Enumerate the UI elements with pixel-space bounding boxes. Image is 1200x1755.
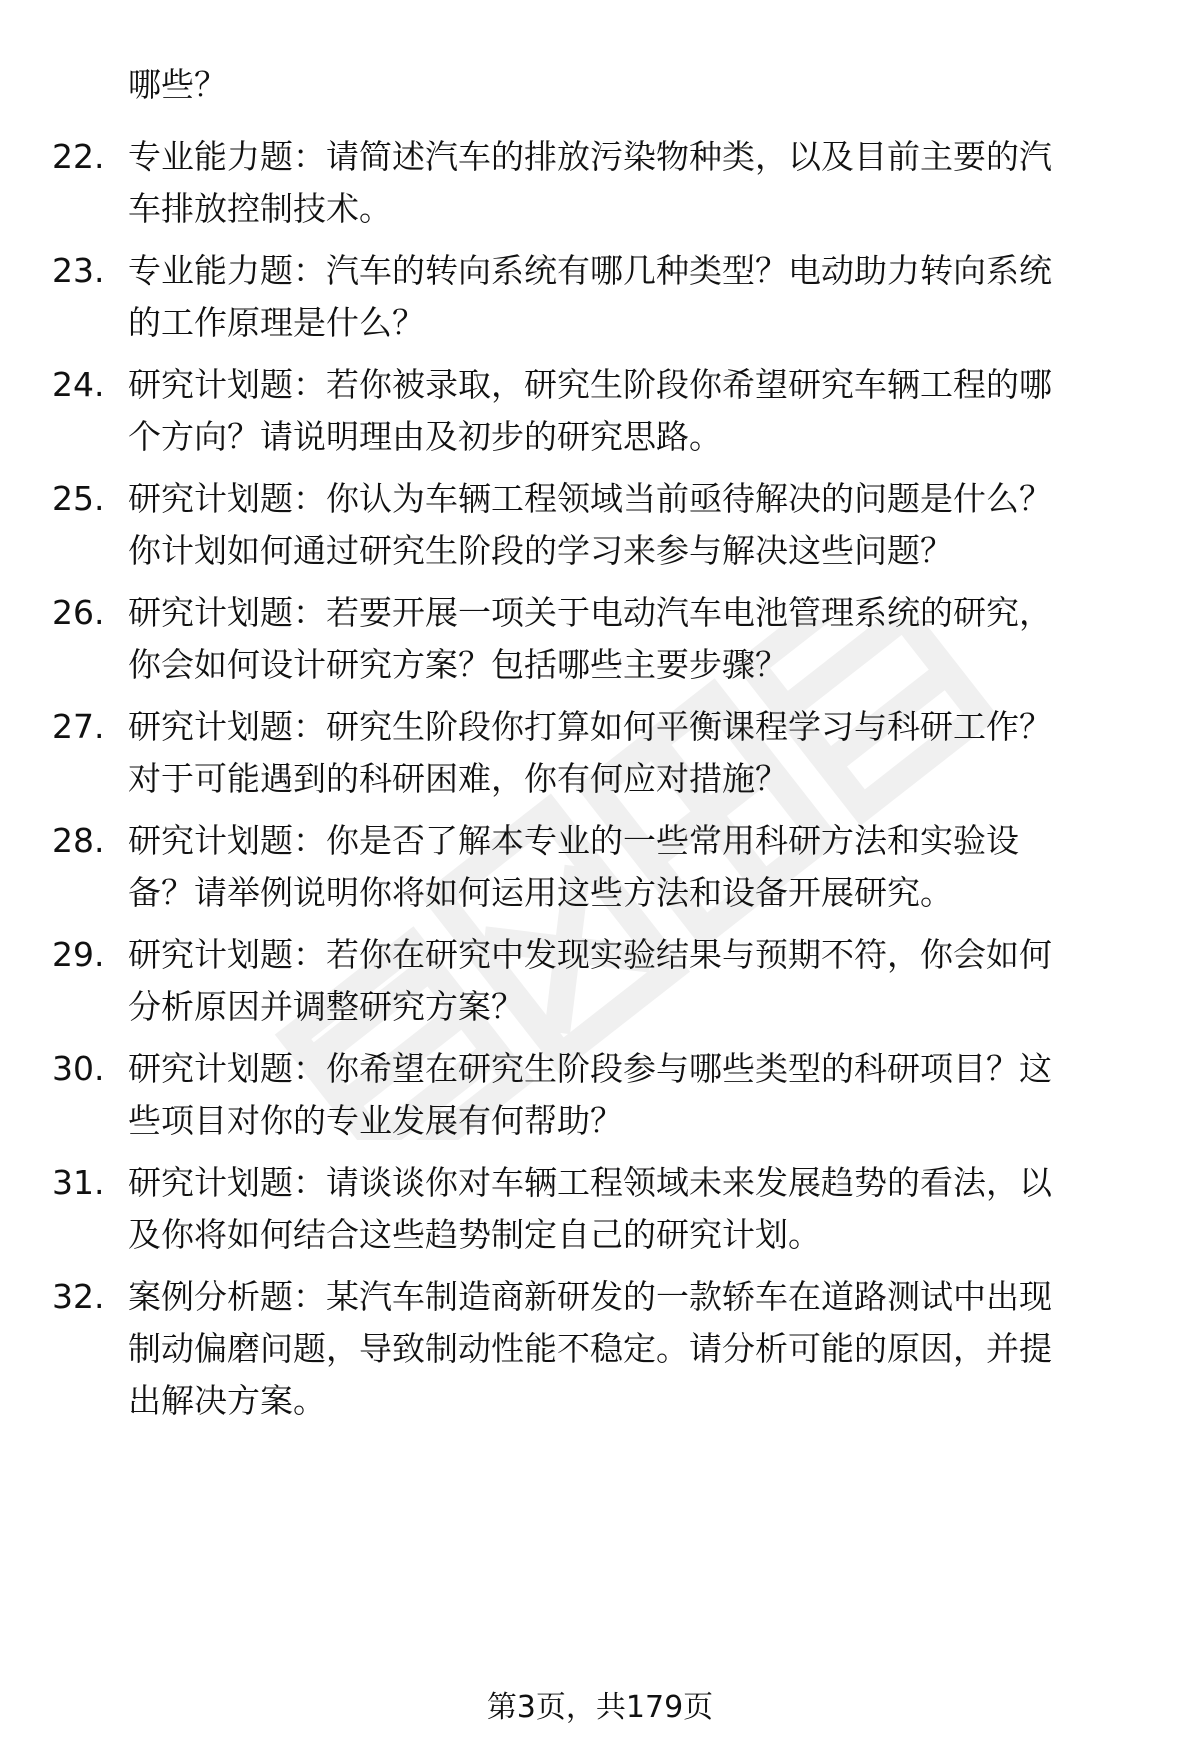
- question-text-line: 个方向？请说明理由及初步的研究思路。: [128, 417, 722, 456]
- question-text-line: 研究计划题：请谈谈你对车辆工程领域未来发展趋势的看法，以: [128, 1163, 1052, 1202]
- question-number: 31.: [52, 1163, 105, 1202]
- question-text-line: 分析原因并调整研究方案？: [128, 987, 524, 1026]
- page-number-footer: 第3页，共179页: [486, 1690, 714, 1725]
- question-text-line: 备？请举例说明你将如何运用这些方法和设备开展研究。: [128, 873, 953, 912]
- question-item: [0, 702, 1200, 804]
- continued-question-text: 哪些？: [128, 65, 227, 104]
- question-text-line: 出解决方案。: [128, 1381, 326, 1420]
- question-text-line: 些项目对你的专业发展有何帮助？: [128, 1101, 623, 1140]
- question-number: 32.: [52, 1277, 105, 1316]
- question-number: 22.: [52, 137, 105, 176]
- question-item: [0, 1158, 1200, 1260]
- question-item: [0, 588, 1200, 690]
- question-text-line: 车排放控制技术。: [128, 189, 392, 228]
- question-text-line: 研究计划题：你希望在研究生阶段参与哪些类型的科研项目？这: [128, 1049, 1052, 1088]
- question-number: 26.: [52, 593, 105, 632]
- question-text-line: 专业能力题：请简述汽车的排放污染物种类，以及目前主要的汽: [128, 137, 1052, 176]
- question-text-line: 及你将如何结合这些趋势制定自己的研究计划。: [128, 1215, 821, 1254]
- question-number: 28.: [52, 821, 105, 860]
- question-number: 30.: [52, 1049, 105, 1088]
- question-text-line: 专业能力题：汽车的转向系统有哪几种类型？电动助力转向系统: [128, 251, 1052, 290]
- question-item: [0, 1044, 1200, 1146]
- question-text-line: 研究计划题：你认为车辆工程领域当前亟待解决的问题是什么？: [128, 479, 1052, 518]
- question-text-line: 的工作原理是什么？: [128, 303, 425, 342]
- question-number: 25.: [52, 479, 105, 518]
- question-text-line: 研究计划题：研究生阶段你打算如何平衡课程学习与科研工作？: [128, 707, 1052, 746]
- question-number: 23.: [52, 251, 105, 290]
- question-item: [0, 246, 1200, 348]
- question-number: 27.: [52, 707, 105, 746]
- question-text-line: 你会如何设计研究方案？包括哪些主要步骤？: [128, 645, 788, 684]
- question-item: [0, 132, 1200, 234]
- question-text-line: 制动偏磨问题，导致制动性能不稳定。请分析可能的原因，并提: [128, 1329, 1052, 1368]
- question-item: [0, 474, 1200, 576]
- question-item: [0, 930, 1200, 1032]
- question-item: [0, 816, 1200, 918]
- question-text-line: 研究计划题：若你被录取，研究生阶段你希望研究车辆工程的哪: [128, 365, 1052, 404]
- question-text-line: 研究计划题：若你在研究中发现实验结果与预期不符，你会如何: [128, 935, 1052, 974]
- question-number: 29.: [52, 935, 105, 974]
- question-text-line: 案例分析题：某汽车制造商新研发的一款轿车在道路测试中出现: [128, 1277, 1052, 1316]
- question-text-line: 研究计划题：你是否了解本专业的一些常用科研方法和实验设: [128, 821, 1019, 860]
- question-number: 24.: [52, 365, 105, 404]
- question-text-line: 研究计划题：若要开展一项关于电动汽车电池管理系统的研究，: [128, 593, 1052, 632]
- question-item: [0, 360, 1200, 462]
- question-text-line: 你计划如何通过研究生阶段的学习来参与解决这些问题？: [128, 531, 953, 570]
- question-item: [0, 1272, 1200, 1420]
- question-text-line: 对于可能遇到的科研困难，你有何应对措施？: [128, 759, 788, 798]
